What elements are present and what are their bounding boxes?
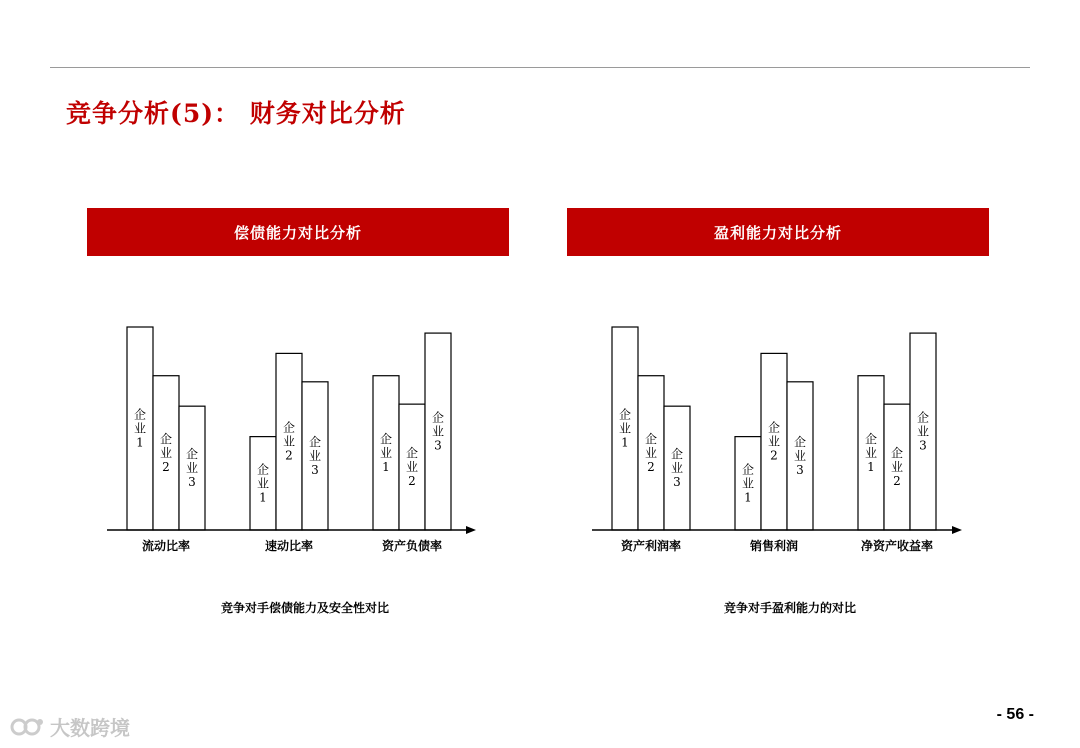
- bar-label: 企: [741, 462, 755, 477]
- category-label: 资产利润率: [620, 539, 682, 553]
- bar-label: 3: [434, 438, 442, 453]
- bar-label: 业: [379, 445, 393, 460]
- bar-label: 1: [136, 435, 144, 450]
- top-divider: [50, 67, 1030, 68]
- profitability-banner: 盈利能力对比分析: [567, 208, 989, 256]
- bar-label: 企: [308, 434, 322, 449]
- bar-label: 1: [259, 490, 267, 505]
- watermark-logo-icon: [10, 714, 46, 740]
- bar-label: 业: [890, 460, 904, 475]
- bar-label: 企: [767, 420, 781, 435]
- page-title: 竞争分析(5)： 财务对比分析: [66, 99, 406, 128]
- bar-label: 业: [431, 424, 445, 439]
- bar-label: 业: [405, 460, 419, 475]
- bar-label: 企: [916, 410, 930, 425]
- category-label: 净资产收益率: [860, 539, 934, 553]
- bar-label: 2: [893, 474, 901, 489]
- bar-label: 2: [162, 459, 170, 474]
- bar-label: 业: [644, 445, 658, 460]
- bar-label: 业: [741, 476, 755, 491]
- bar-label: 企: [890, 446, 904, 461]
- profitability-caption: 竞争对手盈利能力的对比: [723, 601, 857, 615]
- solvency-banner: 偿债能力对比分析: [87, 208, 509, 256]
- bar-label: 企: [133, 407, 147, 422]
- bar-label: 3: [311, 462, 319, 477]
- category-label: 销售利润: [749, 539, 799, 553]
- bar-label: 1: [744, 490, 752, 505]
- bar-label: 企: [282, 420, 296, 435]
- bar-label: 2: [770, 448, 778, 463]
- bar-label: 业: [133, 421, 147, 436]
- solvency-caption: 竞争对手偿债能力及安全性对比: [220, 601, 390, 615]
- bar-label: 企: [185, 447, 199, 462]
- watermark-text: 大数跨境: [50, 716, 130, 740]
- x-axis-arrow-icon: [952, 526, 962, 534]
- category-label: 资产负债率: [381, 539, 443, 553]
- bar-label: 企: [405, 446, 419, 461]
- bar-label: 业: [159, 445, 173, 460]
- bar-label: 企: [670, 447, 684, 462]
- bar-label: 2: [285, 448, 293, 463]
- bar-label: 企: [379, 431, 393, 446]
- bar-label: 企: [159, 431, 173, 446]
- category-label: 流动比率: [141, 539, 191, 553]
- bar-label: 企: [864, 431, 878, 446]
- category-label: 速动比率: [264, 539, 314, 553]
- bar-label: 2: [647, 459, 655, 474]
- bar-label: 业: [767, 434, 781, 449]
- bar-label: 3: [796, 462, 804, 477]
- bar-label: 业: [256, 476, 270, 491]
- bar-label: 业: [308, 448, 322, 463]
- bar-label: 业: [185, 461, 199, 476]
- bar-label: 企: [256, 462, 270, 477]
- watermark: [10, 712, 130, 741]
- bar-label: 业: [916, 424, 930, 439]
- bar-label: 企: [618, 407, 632, 422]
- bar-label: 业: [670, 461, 684, 476]
- bar-label: 3: [919, 438, 927, 453]
- bar-label: 业: [864, 445, 878, 460]
- bar-label: 2: [408, 474, 416, 489]
- bar-label: 3: [188, 475, 196, 490]
- bar-label: 业: [282, 434, 296, 449]
- bar-label: 1: [382, 459, 390, 474]
- bar-label: 业: [618, 421, 632, 436]
- bar-label: 1: [621, 435, 629, 450]
- bar-label: 1: [867, 459, 875, 474]
- bar-label: 企: [793, 434, 807, 449]
- page-number: - 56 -: [996, 706, 1034, 723]
- bar-label: 企: [431, 410, 445, 425]
- profitability-bar-chart: [0, 300, 1080, 570]
- bar-label: 3: [673, 475, 681, 490]
- bar-label: 业: [793, 448, 807, 463]
- bar-label: 企: [644, 431, 658, 446]
